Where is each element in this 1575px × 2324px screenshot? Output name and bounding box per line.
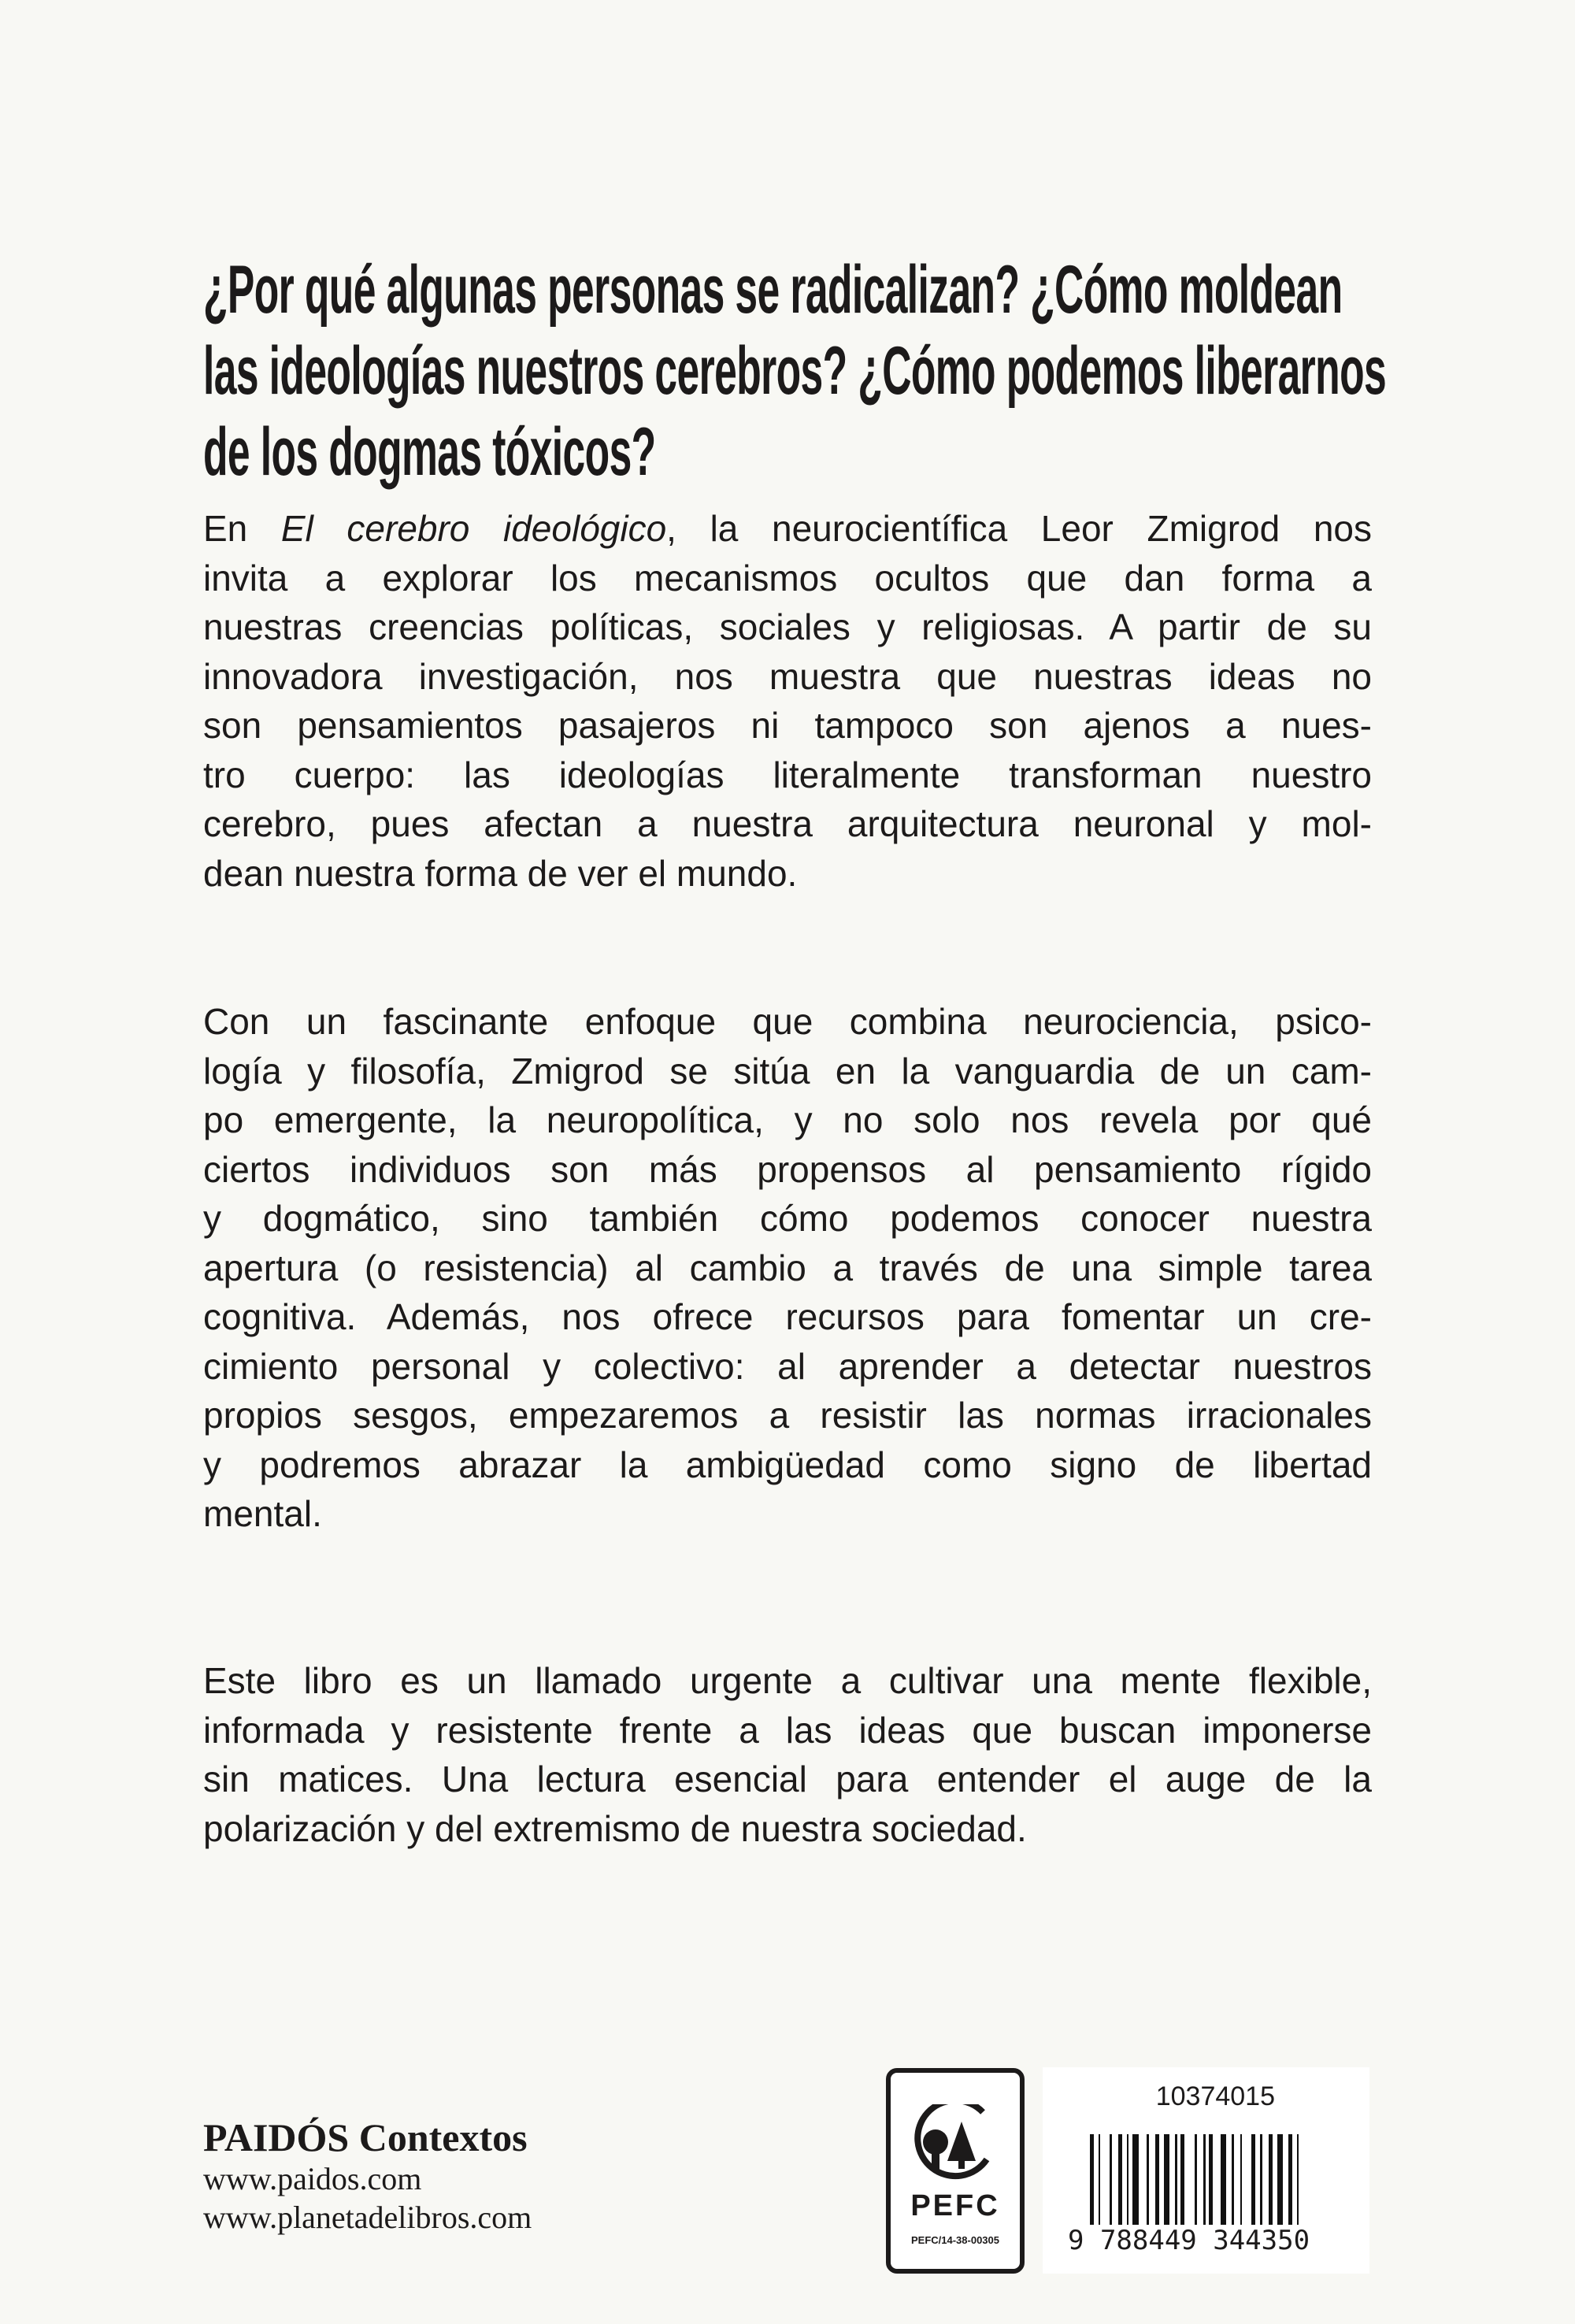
heading-line: las ideologías nuestros cerebros? ¿Cómo podemos liberarnos xyxy=(203,333,1387,409)
back-cover-heading xyxy=(203,250,1387,493)
pefc-code: PEFC/14-38-00305 xyxy=(910,2234,999,2246)
publisher-url: www.planetadelibros.com xyxy=(203,2200,532,2235)
heading-line: de los dogmas tóxicos? xyxy=(203,414,656,490)
text-line: informada y resistente frente a las ideas que buscan imponerse xyxy=(203,1709,1372,1751)
text-line: innovadora investigación, nos muestra que nuestras ideas no xyxy=(203,655,1372,697)
text-line: son pensamientos pasajeros ni tampoco son ajenos a nues- xyxy=(203,705,1372,746)
paragraph-3 xyxy=(203,1656,1372,1853)
text-line: cimiento personal y colectivo: al aprender a detectar nuestros xyxy=(203,1345,1372,1387)
text-line: logía y filosofía, Zmigrod se sitúa en la vanguardia de un cam- xyxy=(203,1050,1372,1092)
book-title: El cerebro ideológico xyxy=(280,508,667,549)
text-line: polarización y del extremismo de nuestra sociedad. xyxy=(203,1807,1027,1849)
pefc-trees-icon xyxy=(908,2104,1002,2187)
text-line: y dogmático, sino también cómo podemos conocer nuestra xyxy=(203,1198,1372,1239)
text-line: invita a explorar los mecanismos ocultos que dan forma a xyxy=(203,557,1372,599)
paragraph-2 xyxy=(203,997,1372,1539)
isbn-text: 9 788449 344350 xyxy=(1068,2225,1310,2256)
publisher-block xyxy=(203,2115,532,2237)
text-line: Con un fascinante enfoque que combina neurociencia, psico- xyxy=(203,1001,1372,1042)
text-line: mental. xyxy=(203,1493,322,1534)
text-line: nuestras creencias políticas, sociales y religiosas. A partir de su xyxy=(203,606,1372,647)
text-line xyxy=(203,504,1372,554)
pefc-certification-logo xyxy=(886,2068,1025,2274)
text-line: propios sesgos, empezaremos a resistir las normas irracionales xyxy=(203,1395,1372,1436)
text-line: sin matices. Una lectura esencial para entender el auge de la xyxy=(203,1759,1372,1800)
text-line: cognitiva. Además, nos ofrece recursos para fomentar un cre- xyxy=(203,1296,1372,1337)
paragraph-1 xyxy=(203,504,1372,898)
text-line: apertura (o resistencia) al cambio a través de una simple tarea xyxy=(203,1247,1372,1288)
text-span: En xyxy=(203,508,281,549)
text-span: , la neurocientífica Leor Zmigrod nos xyxy=(666,508,1372,549)
text-line: y podremos abrazar la ambigüedad como signo de libertad xyxy=(203,1444,1372,1485)
product-code: 10374015 xyxy=(1155,2081,1275,2111)
text-line: tro cuerpo: las ideologías literalmente transforman nuestro xyxy=(203,754,1372,795)
pefc-name: PEFC xyxy=(910,2189,1000,2222)
publisher-url: www.paidos.com xyxy=(203,2161,422,2196)
text-line: cerebro, pues afectan a nuestra arquitectura neuronal y mol- xyxy=(203,803,1372,844)
text-line: Este libro es un llamado urgente a cultivar una mente flexible, xyxy=(203,1660,1372,1701)
isbn-barcode xyxy=(1043,2067,1369,2274)
text-line: dean nuestra forma de ver el mundo. xyxy=(203,852,798,894)
publisher-logo: PAIDÓS Contextos xyxy=(203,2115,528,2159)
heading-line: ¿Por qué algunas personas se radicalizan? ¿Cómo moldean xyxy=(203,252,1343,328)
text-line: po emergente, la neuropolítica, y no solo nos revela por qué xyxy=(203,1099,1372,1140)
text-line: ciertos individuos son más propensos al pensamiento rígido xyxy=(203,1148,1372,1190)
isbn-digits xyxy=(1066,2225,1311,2256)
